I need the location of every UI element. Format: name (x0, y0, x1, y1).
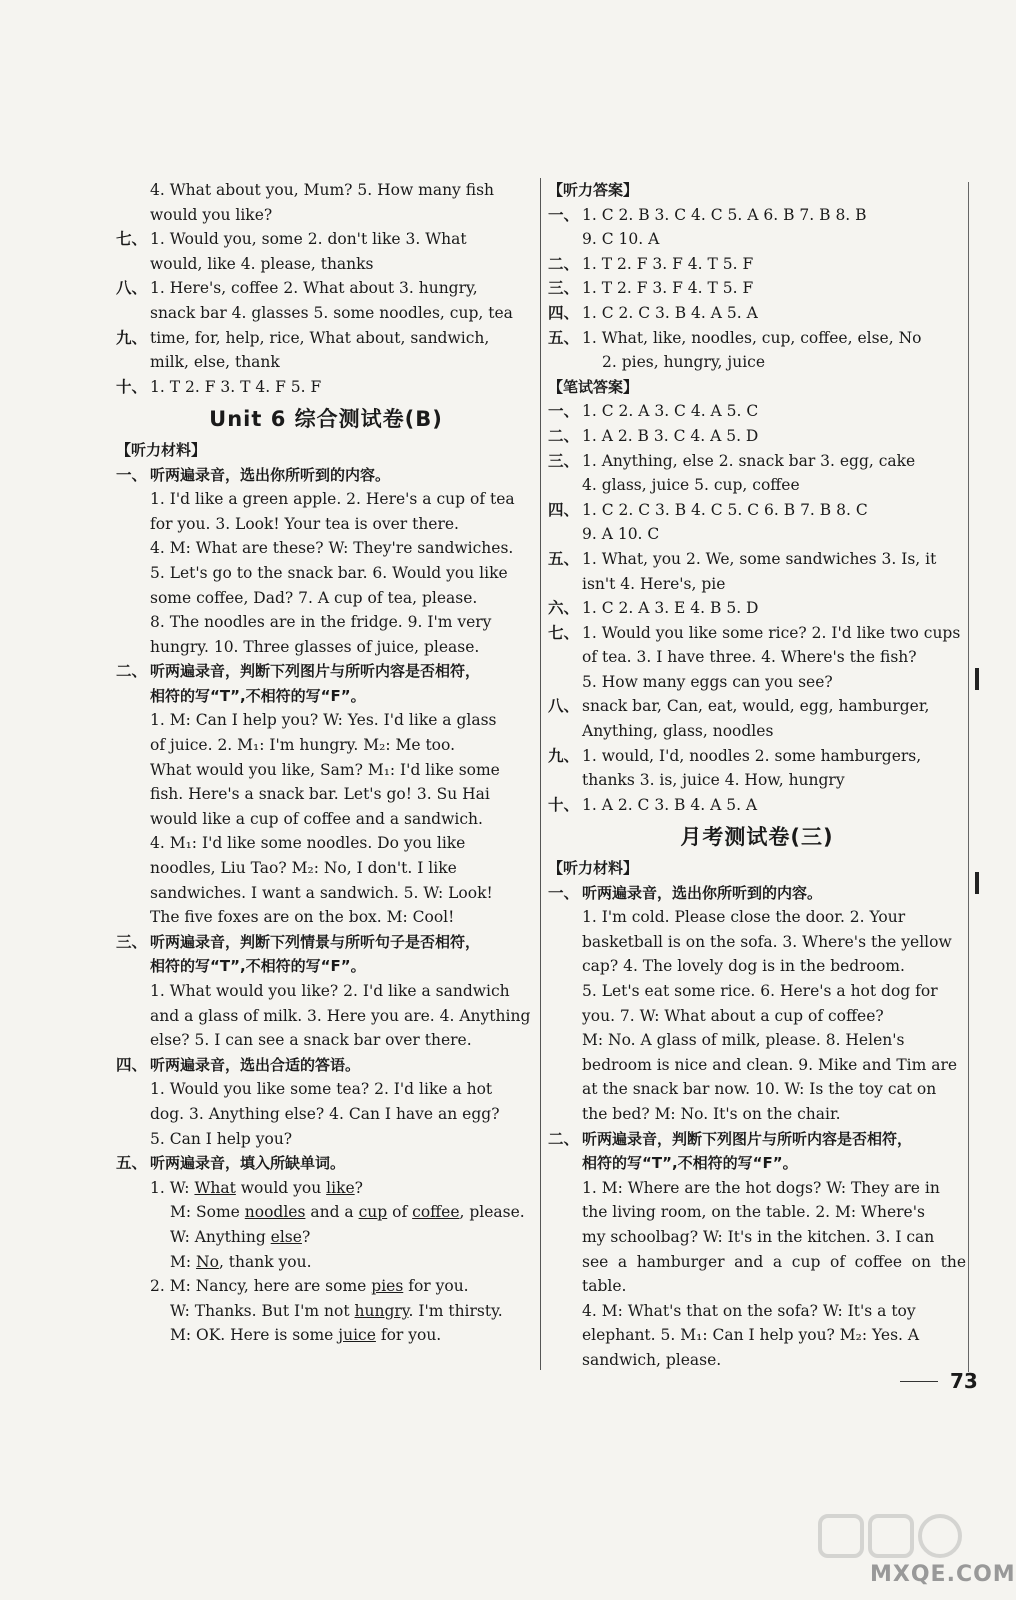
answer-line: snack bar 4. glasses 5. some noodles, cup, tea (150, 303, 513, 322)
material-line: cap? 4. The lovely dog is in the bedroom. (582, 957, 905, 976)
answer-line: 9. C 10. A (582, 230, 660, 249)
block-label: 四、 (548, 500, 580, 519)
answer-block-10 (116, 375, 536, 400)
answer-line: 1. Would you like some rice? 2. I'd like two cups (582, 623, 961, 642)
column-divider (540, 178, 541, 1370)
page-number: 73 (950, 1369, 978, 1393)
answer-block-7 (116, 227, 536, 276)
question-label: 一、 (116, 465, 148, 484)
material-line: 1. M: Where are the hot dogs? W: They are in (582, 1178, 940, 1197)
question-label: 五、 (116, 1154, 148, 1173)
dialogue-line: 2. M: Nancy, here are some pies for you. (150, 1277, 469, 1296)
material-line: you. 7. W: What about a cup of coffee? (582, 1006, 884, 1025)
material-line: fish. Here's a snack bar. Let's go! 3. Su Hai (150, 785, 490, 804)
edge-mark (975, 872, 979, 894)
answer-line: 1. C 2. A 3. C 4. A 5. C (582, 402, 759, 421)
block-label: 九、 (116, 328, 148, 347)
filled-blank: What (194, 1178, 236, 1197)
material-line: 1. What would you like? 2. I'd like a sandwich (150, 982, 510, 1000)
answer-row (548, 744, 966, 793)
block-label: 二、 (548, 426, 580, 445)
answer-line: 1. A 2. B 3. C 4. A 5. D (582, 426, 759, 445)
material-line: the living room, on the table. 2. M: Where's (582, 1203, 925, 1222)
material-line: 8. The noodles are in the fridge. 9. I'm very (150, 613, 492, 632)
block-label: 一、 (548, 205, 580, 224)
question-5 (116, 1151, 536, 1176)
question-heading: 听两遍录音，判断下列图片与所听内容是否相符， (582, 1129, 913, 1148)
section-title: Unit 6 综合测试卷(B) (209, 407, 443, 432)
material-line: 1. Would you like some tea? 2. I'd like a hot (150, 1080, 493, 1099)
material-line: 1. I'm cold. Please close the door. 2. Your (582, 908, 906, 927)
question-heading: 相符的写“T”,不相符的写“F”。 (582, 1154, 798, 1173)
material-line: M: No. A glass of milk, please. 8. Helen's (582, 1031, 905, 1050)
material-line: basketball is on the sofa. 3. Where's the yellow (582, 932, 952, 951)
answer-line: isn't 4. Here's, pie (582, 574, 726, 593)
answer-line: 9. A 10. C (582, 525, 660, 544)
material-line: 1. M: Can I help you? W: Yes. I'd like a glass (150, 711, 497, 730)
material-line: at the snack bar now. 10. W: Is the toy cat on (582, 1080, 937, 1099)
filled-blank: No (196, 1252, 219, 1271)
material-line: 1. I'd like a green apple. 2. Here's a cup of tea (150, 490, 515, 509)
question-heading: 听两遍录音，选出你所听到的内容。 (582, 883, 823, 902)
edge-mark (975, 668, 979, 690)
block-label: 一、 (548, 402, 580, 421)
answer-line: Anything, glass, noodles (582, 722, 774, 741)
answer-row (548, 326, 966, 375)
question-heading: 听两遍录音，选出合适的答语。 (150, 1055, 361, 1074)
material-line: would like a cup of coffee and a sandwich. (150, 809, 483, 828)
answer-line: 4. glass, juice 5. cup, coffee (582, 476, 800, 495)
dialogue-line: W: Thanks. But I'm not hungry. I'm thirsty. (170, 1301, 503, 1320)
answer-row (548, 498, 966, 547)
answer-line: of tea. 3. I have three. 4. Where's the fish? (582, 648, 917, 667)
material-label: 【听力材料】 (548, 859, 639, 878)
answer-row (548, 621, 966, 695)
watermark-text: MXQE.COM (870, 1562, 1016, 1587)
answer-line: 1. Anything, else 2. snack bar 3. egg, cake (582, 451, 916, 470)
filled-blank: like (326, 1178, 355, 1197)
filled-blank: cup (358, 1203, 388, 1222)
material-line: What would you like, Sam? M₁: I'd like some (150, 760, 500, 779)
block-label: 五、 (548, 549, 580, 568)
material-line: for you. 3. Look! Your tea is over there. (150, 514, 459, 533)
answer-line: time, for, help, rice, What about, sandwich, (150, 328, 490, 347)
answer-row (548, 547, 966, 596)
material-line: elephant. 5. M₁: Can I help you? M₂: Yes. A (582, 1326, 920, 1345)
answer-line: 1. A 2. C 3. B 4. A 5. A (582, 795, 758, 814)
material-line: 5. Can I help you? (150, 1129, 293, 1148)
filled-blank: else (270, 1227, 302, 1246)
material-line: see a hamburger and a cup of coffee on the table. (582, 1252, 966, 1296)
question-label: 四、 (116, 1055, 148, 1074)
answer-line: milk, else, thank (150, 353, 280, 372)
material-line: 4. M: What are these? W: They're sandwiches. (150, 539, 514, 558)
listening-answers-label: 【听力答案】 (548, 181, 639, 199)
question-2 (548, 1127, 966, 1152)
filled-blank: noodles (244, 1203, 306, 1222)
question-label: 二、 (548, 1129, 580, 1148)
question-heading: 听两遍录音，判断下列图片与所听内容是否相符， (150, 662, 481, 681)
right-column (548, 178, 966, 1373)
material-line: 4. M: What's that on the sofa? W: It's a toy (582, 1301, 916, 1320)
block-label: 六、 (548, 599, 580, 618)
dialogue-line: M: OK. Here is some juice for you. (170, 1326, 442, 1345)
material-line: sandwiches. I want a sandwich. 5. W: Look! (150, 883, 493, 902)
answer-line: 1. Here's, coffee 2. What about 3. hungry, (150, 279, 478, 298)
material-line: dog. 3. Anything else? 4. Can I have an egg? (150, 1104, 500, 1123)
answer-line: 1. T 2. F 3. F 4. T 5. F (582, 279, 754, 298)
answer-line: would, like 4. please, thanks (150, 254, 374, 273)
section-title: 月考测试卷(三) (680, 825, 834, 850)
dialogue-line: 1. W: What would you like? (150, 1178, 363, 1197)
answer-row (548, 793, 966, 818)
material-line: noodles, Liu Tao? M₂: No, I don't. I like (150, 859, 457, 878)
answer-row (548, 301, 966, 326)
block-label: 七、 (116, 230, 148, 249)
answer-line: 1. What, like, noodles, cup, coffee, else, No (582, 328, 922, 347)
answer-line: 1. What, you 2. We, some sandwiches 3. Is, it (582, 549, 937, 568)
page-number-dash (900, 1381, 938, 1382)
material-line: bedroom is nice and clean. 9. Mike and Tim are (582, 1055, 958, 1074)
block-label: 四、 (548, 303, 580, 322)
block-label: 十、 (548, 795, 580, 814)
material-line: sandwich, please. (582, 1350, 722, 1369)
answer-block-8 (116, 276, 536, 325)
question-heading: 相符的写“T”,不相符的写“F”。 (150, 686, 366, 705)
block-label: 七、 (548, 623, 580, 642)
question-heading: 听两遍录音，填入所缺单词。 (150, 1154, 346, 1173)
block-label: 三、 (548, 451, 580, 470)
answer-line: 1. C 2. C 3. B 4. C 5. C 6. B 7. B 8. C (582, 500, 868, 519)
answer-row (548, 424, 966, 449)
material-line: the bed? M: No. It's on the chair. (582, 1104, 841, 1123)
dialogue-line: W: Anything else? (170, 1227, 311, 1246)
left-column (116, 178, 536, 1348)
question-label: 三、 (116, 932, 148, 951)
filled-blank: juice (338, 1326, 376, 1345)
block-label: 十、 (116, 377, 148, 396)
answer-row (548, 694, 966, 743)
answer-line: 1. T 2. F 3. T 4. F 5. F (150, 377, 322, 396)
answer-line: thanks 3. is, juice 4. How, hungry (582, 771, 845, 790)
answer-row (548, 203, 966, 252)
answer-row (548, 449, 966, 498)
material-line: and a glass of milk. 3. Here you are. 4. Anything (150, 1006, 531, 1025)
block-label: 二、 (548, 254, 580, 273)
material-line: of juice. 2. M₁: I'm hungry. M₂: Me too. (150, 736, 455, 755)
answer-line: 1. Would you, some 2. don't like 3. What (150, 230, 467, 249)
dialogue-line: M: Some noodles and a cup of coffee, please. (170, 1203, 525, 1222)
question-3 (116, 930, 536, 955)
filled-blank: hungry (354, 1301, 409, 1320)
answer-row (548, 252, 966, 277)
answer-block-9 (116, 326, 536, 375)
block-label: 三、 (548, 279, 580, 298)
block-label: 九、 (548, 746, 580, 765)
material-line: 5. Let's go to the snack bar. 6. Would you like (150, 563, 508, 582)
question-label: 一、 (548, 883, 580, 902)
material-line: 4. M₁: I'd like some noodles. Do you like (150, 834, 466, 853)
filled-blank: pies (371, 1277, 404, 1296)
dialogue-line: M: No, thank you. (170, 1252, 312, 1271)
question-1 (548, 881, 966, 906)
answer-line: snack bar, Can, eat, would, egg, hamburger, (582, 697, 930, 716)
filled-blank: coffee (412, 1203, 460, 1222)
answer-line: 1. C 2. B 3. C 4. C 5. A 6. B 7. B 8. B (582, 205, 867, 224)
material-line: else? 5. I can see a snack bar over there. (150, 1031, 472, 1050)
answer-line: 1. C 2. C 3. B 4. A 5. A (582, 303, 758, 322)
answer-line: 1. would, I'd, noodles 2. some hamburgers, (582, 746, 922, 765)
answer-line: 4. What about you, Mum? 5. How many fish (150, 181, 495, 199)
material-line: hungry. 10. Three glasses of juice, please. (150, 637, 480, 656)
question-1 (116, 463, 536, 488)
answer-line: 5. How many eggs can you see? (582, 672, 833, 691)
material-line: The five foxes are on the box. M: Cool! (150, 908, 455, 927)
question-heading: 听两遍录音，判断下列情景与所听句子是否相符， (150, 932, 481, 951)
answer-line: 1. C 2. A 3. E 4. B 5. D (582, 599, 759, 618)
block-label: 五、 (548, 328, 580, 347)
answer-line: would you like? (150, 205, 273, 224)
block-label: 八、 (116, 279, 148, 298)
material-line: 5. Let's eat some rice. 6. Here's a hot dog for (582, 982, 938, 1000)
question-label: 二、 (116, 662, 148, 681)
material-label: 【听力材料】 (116, 440, 207, 459)
block-label: 八、 (548, 697, 580, 716)
question-2 (116, 659, 536, 684)
material-line: my schoolbag? W: It's in the kitchen. 3. I can (582, 1227, 935, 1246)
written-answers-label: 【笔试答案】 (548, 377, 639, 396)
answer-line: 1. T 2. F 3. F 4. T 5. F (582, 254, 754, 273)
question-4 (116, 1053, 536, 1078)
material-line: some coffee, Dad? 7. A cup of tea, please. (150, 588, 478, 607)
answer-row (548, 276, 966, 301)
right-margin-line (968, 182, 969, 1372)
answer-line: 2. pies, hungry, juice (602, 353, 766, 372)
question-heading: 相符的写“T”,不相符的写“F”。 (150, 957, 366, 976)
answer-row (548, 399, 966, 424)
answer-row (548, 596, 966, 621)
question-heading: 听两遍录音，选出你所听到的内容。 (150, 465, 391, 484)
